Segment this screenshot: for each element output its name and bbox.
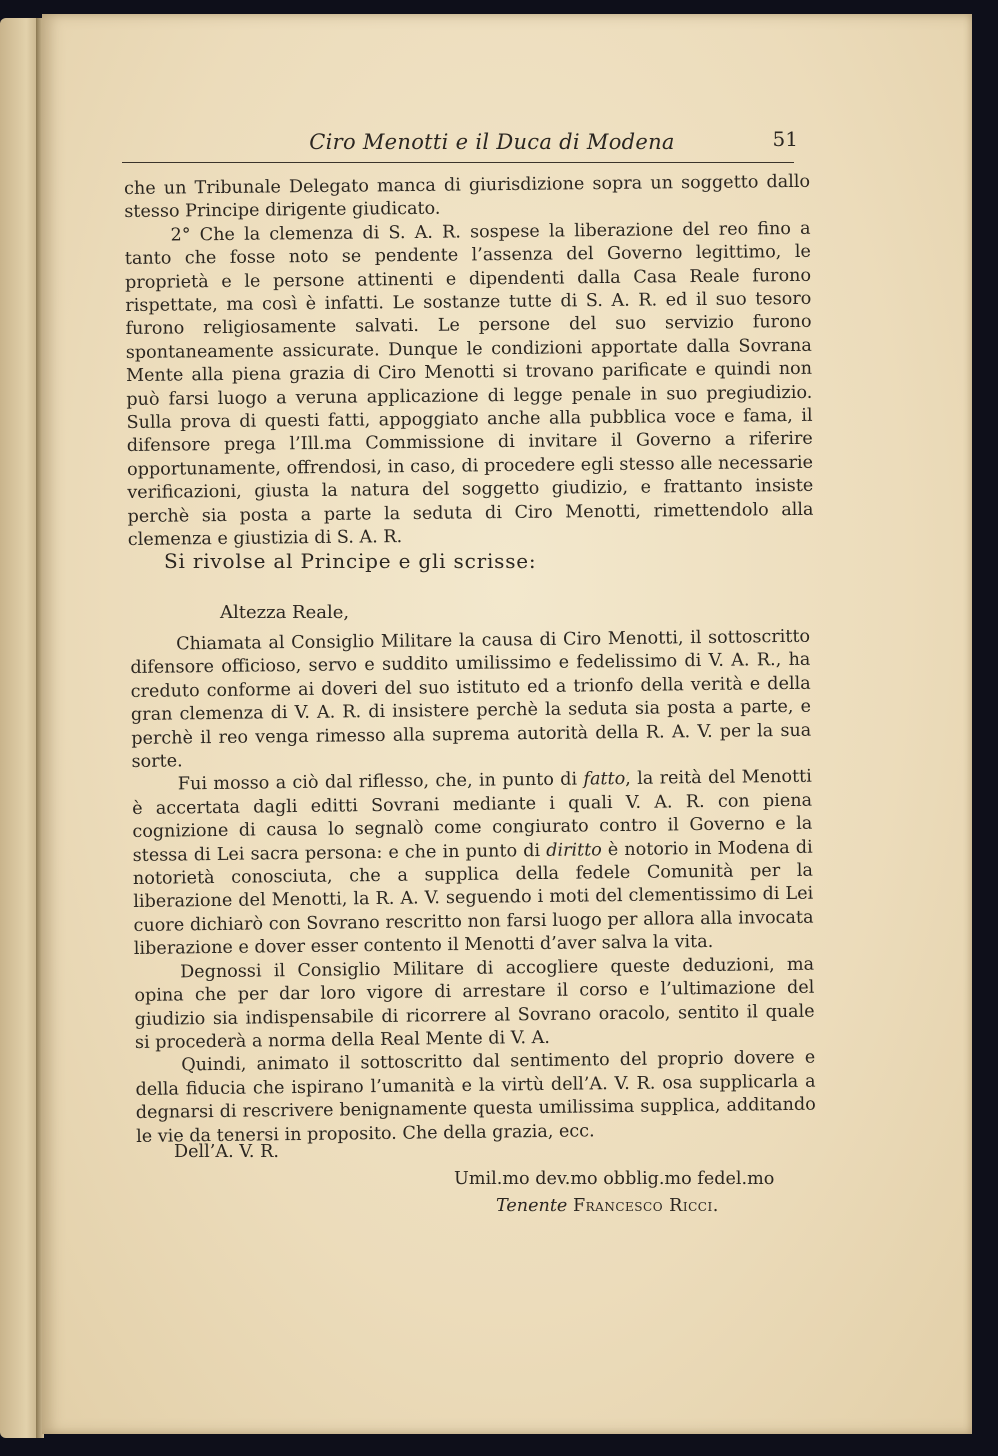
page-number: 51 (772, 127, 798, 151)
letter-paragraph-4: Quindi, animato il sottoscritto dal sentimento del proprio dovere e della fiducia che ispirano l’umanità e la virtù dell’A. V. R. osa supplicarla a degnarsi di rescrivere benignamente questa umilissima supplica, additando le vie da tenersi in proposito. Che della grazia, ecc. (135, 1047, 816, 1147)
signature-rank: Tenente (496, 1196, 568, 1216)
letter-closing: Dell’A. V. R. (174, 1142, 279, 1162)
paragraph-1: che un Tribunale Delegato manca di giurisdizione sopra un soggetto dallo stesso Principe dirigente giudicato. (124, 171, 811, 223)
letter-paragraph-2 (132, 766, 814, 962)
letter-p2-part-a: Fui mosso a ciò dal riflesso, che, in punto di (177, 769, 584, 795)
page-header (122, 122, 798, 163)
letter-p2-part-c: è notorio in Modena di notorietà conosciuta, che a supplica della fedele Comunità per la liberazione del Menotti, la R. A. V. seguendo i moti del clementissimo di Lei cuore dichiarò con Sovrano rescritto non farsi luogo per allora alla invocata liberazione e dover esser contento il Menotti d’aver salva la vita. (132, 837, 814, 960)
emphasis-fatto: fatto (583, 769, 626, 790)
letter-paragraph-1: Chiamata al Consiglio Militare la causa di Ciro Menotti, il sottoscritto difensore officioso, servo e suddito umilissimo e fedelissimo di V. A. R., ha creduto conforme ai doveri del suo istituto ed a trionfo della verità e della gran clemenza di V. A. R. di insistere perchè la seduta sia posta a parte, e perchè il reo venga rimesso alla suprema autorità della R. A. V. per la sua sorte. (130, 626, 812, 773)
letter-salutation: Altezza Reale, (220, 602, 350, 623)
letter-p2-part-b: , la reità del Menotti è accertata dagli editti Sovrani mediante i quali V. A. R. con piena cognizione di causa lo segnalò come congiurato contro il Governo e la stessa di Lei sacra persona: e che in punto di (132, 767, 813, 866)
signature-formula: Umil.mo dev.mo obblig.mo fedel.mo (454, 1169, 775, 1189)
letter-intro: Si rivolse al Principe e gli scrisse: (164, 549, 537, 573)
letter-paragraph-3: Degnossi il Consiglio Militare di accogliere queste deduzioni, ma opina che per dar loro vigore di arrestare il corso e l’ultimazione del giudizio sia indispensabile di ricorrere al Sovrano oracolo, sentito il quale si procederà a norma della Real Mente di V. A. (134, 954, 815, 1053)
book-page (42, 14, 972, 1434)
signature (496, 1196, 719, 1216)
signature-name: Francesco Ricci. (572, 1196, 719, 1216)
paragraph-2: 2° Che la clemenza di S. A. R. sospese la liberazione del reo fino a tanto che fosse noto se pendente l’assenza del Governo legittimo, le proprietà e le persone attinenti e dipendenti dalla Casa Reale furono rispettate, ma così è infatti. Le sostanze tutte di S. A. R. ed il suo tesoro furono religiosamente salvati. Le persone del suo servizio furono spontaneamente assicurate. Dunque le condizioni apportate dalla Sovrana Mente alla piena grazia di Ciro Menotti si trovano parificate e quindi non può farsi luogo a veruna applicazione di legge penale in suo pregiudizio. Sulla prova di questi fatti, appoggiato anche alla pubblica voce e fama, il difensore prega l’Ill.ma Commissione di invitare il Governo a riferire opportunamente, offrendosi, in caso, di procedere egli stesso alle necessarie verificazioni, giusta la natura del soggetto giudizio, e frattanto insiste perchè sia posta a parte la seduta di Ciro Menotti, rimettendolo alla clemenza e giustizia di S. A. R. (124, 218, 814, 551)
running-title: Ciro Menotti e il Duca di Modena (309, 130, 675, 154)
body-text (124, 171, 814, 553)
letter-body (130, 626, 816, 1149)
emphasis-diritto: diritto (546, 839, 602, 861)
